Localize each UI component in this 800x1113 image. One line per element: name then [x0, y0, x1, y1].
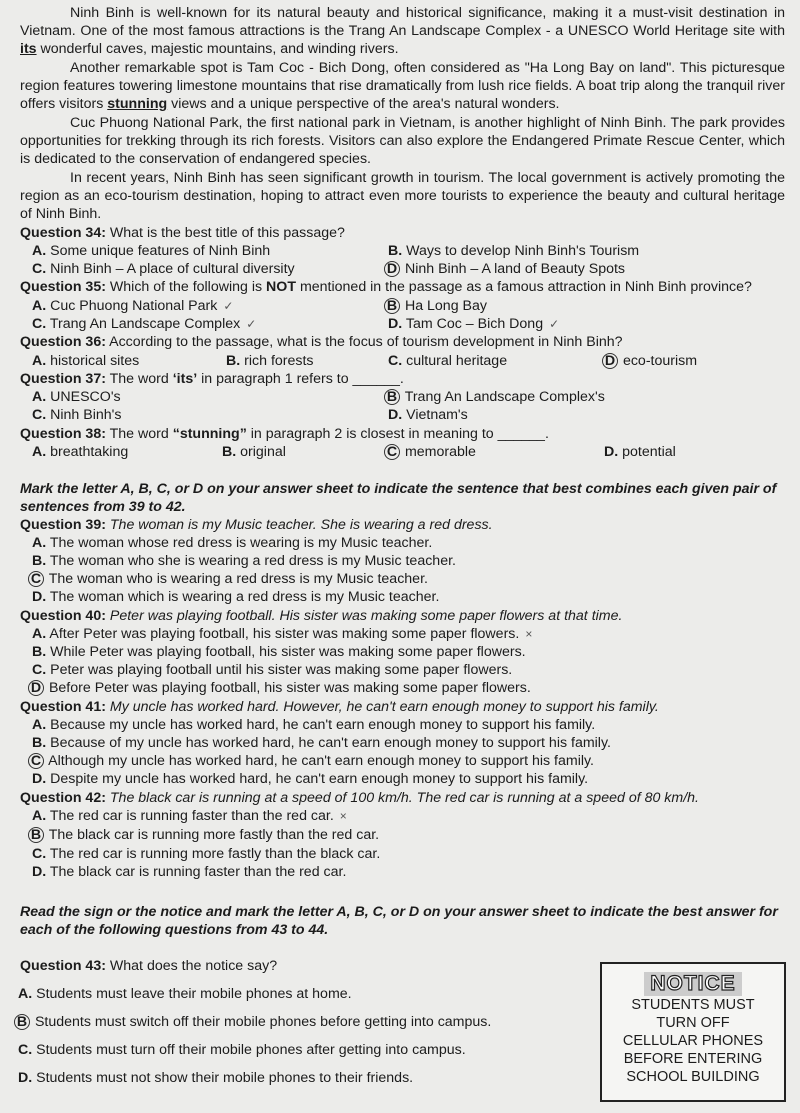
q39-option-a[interactable]: A. The woman whose red dress is wearing is my Music teacher. [32, 535, 433, 551]
question-39: Question 39: The woman is my Music teacher. She is wearing a red dress. [20, 517, 493, 533]
q42-option-c[interactable]: C. The red car is running more fastly than the black car. [32, 846, 381, 862]
q35-option-c[interactable]: C. Trang An Landscape Complex ✓ [32, 316, 257, 332]
passage-paragraph-4: In recent years, Ninh Binh has seen significant growth in tourism. The local government is actively promoting the region as an eco-tourism destination, hoping to attract even more tourists to experience the beauty and cultural heritage of Ninh Binh. [20, 170, 785, 222]
passage-paragraph-1: Ninh Binh is well-known for its natural beauty and historical significance, making it a must-visit destination in Vietnam. One of the most famous attractions is the Trang An Landscape Complex - a UNESCO World Heritage site with its wonderful caves, majestic mountains, and winding rivers. [20, 5, 785, 57]
q40-option-c[interactable]: C. Peter was playing football until his sister was making some paper flowers. [32, 662, 513, 678]
q34-option-d[interactable]: D Ninh Binh – A land of Beauty Spots [386, 260, 625, 278]
q35-option-a[interactable]: A. Cuc Phuong National Park ✓ [32, 298, 234, 314]
q36-option-c[interactable]: C. cultural heritage [388, 353, 508, 369]
q38-option-d[interactable]: D. potential [604, 444, 676, 460]
q43-option-b[interactable]: B Students must switch off their mobile phones before getting into campus. [16, 1013, 491, 1031]
q34-option-c[interactable]: C. Ninh Binh – A place of cultural diversity [32, 261, 295, 277]
selected-answer-circle: C [28, 753, 44, 769]
instruction-39-42: Mark the letter A, B, C, or D on your answer sheet to indicate the sentence that best combines each given pair of sentences from 39 to 42. [20, 481, 777, 515]
q35-option-d[interactable]: D. Tam Coc – Bich Dong ✓ [388, 316, 560, 332]
q41-option-a[interactable]: A. Because my uncle has worked hard, he can't earn enough money to support his family. [32, 717, 596, 733]
question-37: Question 37: The word ‘its’ in paragraph 1 refers to ______. [20, 371, 404, 387]
passage-paragraph-2: Another remarkable spot is Tam Coc - Bich Dong, often considered as "Ha Long Bay on land". This picturesque region features towering limestone mountains that rise dramatically from lush rice fields. A boat trip along the tranquil river offers visitors stunning views and a unique perspective of the area's natural wonders. [20, 60, 785, 112]
q37-option-d[interactable]: D. Vietnam's [388, 407, 468, 423]
q36-option-b[interactable]: B. rich forests [226, 353, 314, 369]
selected-answer-circle: C [384, 444, 400, 460]
cross-mark-icon: × [339, 809, 347, 823]
question-40: Question 40: Peter was playing football. His sister was making some paper flowers at that time. [20, 608, 623, 624]
question-36: Question 36: According to the passage, what is the focus of tourism development in Ninh Binh? [20, 334, 623, 350]
selected-answer-circle: C [28, 571, 44, 587]
q40-option-a[interactable]: A. After Peter was playing football, his sister was making some paper flowers. × [32, 626, 533, 642]
notice-line: TURN OFF [656, 1015, 730, 1031]
q37-option-b[interactable]: B Trang An Landscape Complex's [386, 388, 605, 406]
selected-answer-circle: D [384, 261, 400, 277]
cross-mark-icon: × [525, 627, 533, 641]
q42-option-b[interactable]: B The black car is running more fastly than the red car. [30, 826, 379, 844]
passage-paragraph-3: Cuc Phuong National Park, the first national park in Vietnam, is another highlight of Ninh Binh. The park provides opportunities for trekking through its rich forests. Visitors can also explore the Endangered Primate Rescue Center, which is dedicated to the conservation of endangered species. [20, 115, 785, 167]
q43-option-c[interactable]: C. Students must turn off their mobile phones after getting into campus. [18, 1042, 466, 1058]
q39-option-b[interactable]: B. The woman who she is wearing a red dress is my Music teacher. [32, 553, 456, 569]
q37-option-c[interactable]: C. Ninh Binh's [32, 407, 122, 423]
q42-option-d[interactable]: D. The black car is running faster than the red car. [32, 864, 347, 880]
q41-option-d[interactable]: D. Despite my uncle has worked hard, he can't earn enough money to support his family. [32, 771, 589, 787]
notice-title: NOTICE [644, 972, 741, 996]
q34-option-b[interactable]: B. Ways to develop Ninh Binh's Tourism [388, 243, 640, 259]
notice-line: BEFORE ENTERING [623, 1051, 763, 1067]
q43-option-a[interactable]: A. Students must leave their mobile phones at home. [18, 986, 352, 1002]
q36-option-a[interactable]: A. historical sites [32, 353, 140, 369]
check-mark-icon: ✓ [223, 299, 234, 313]
check-mark-icon: ✓ [246, 317, 257, 331]
q39-option-c[interactable]: C The woman who is wearing a red dress is my Music teacher. [30, 570, 428, 588]
check-mark-icon: ✓ [549, 317, 560, 331]
word-stunning: stunning [107, 96, 168, 112]
word-its: its [20, 41, 37, 57]
selected-answer-circle: B [28, 827, 44, 843]
q34-option-a[interactable]: A. Some unique features of Ninh Binh [32, 243, 271, 259]
question-42: Question 42: The black car is running at a speed of 100 km/h. The red car is running at a speed of 80 km/h. [20, 790, 699, 806]
q42-option-a[interactable]: A. The red car is running faster than the red car. × [32, 808, 347, 824]
notice-sign [600, 962, 786, 1102]
q38-option-a[interactable]: A. breathtaking [32, 444, 129, 460]
q41-option-b[interactable]: B. Because of my uncle has worked hard, he can't earn enough money to support his family. [32, 735, 611, 751]
q35-option-b[interactable]: B Ha Long Bay [386, 297, 487, 315]
selected-answer-circle: B [384, 298, 400, 314]
notice-line: STUDENTS MUST [631, 997, 755, 1013]
q43-option-d[interactable]: D. Students must not show their mobile phones to their friends. [18, 1070, 414, 1086]
question-43: Question 43: What does the notice say? [20, 958, 278, 974]
question-34: Question 34: What is the best title of this passage? [20, 225, 345, 241]
instruction-43-44: Read the sign or the notice and mark the letter A, B, C, or D on your answer sheet to indicate the best answer for each of the following questions from 43 to 44. [20, 904, 778, 938]
q41-option-c[interactable]: C Although my uncle has worked hard, he can't earn enough money to support his family. [30, 752, 594, 770]
q39-option-d[interactable]: D. The woman which is wearing a red dress is my Music teacher. [32, 589, 440, 605]
notice-line: CELLULAR PHONES [622, 1033, 764, 1049]
q38-option-c[interactable]: C memorable [386, 443, 476, 461]
selected-answer-circle: B [14, 1014, 30, 1030]
selected-answer-circle: D [28, 680, 44, 696]
q37-option-a[interactable]: A. UNESCO's [32, 389, 121, 405]
q36-option-d[interactable]: D eco-tourism [604, 352, 697, 370]
q40-option-b[interactable]: B. While Peter was playing football, his sister was making some paper flowers. [32, 644, 526, 660]
selected-answer-circle: D [602, 353, 618, 369]
q40-option-d[interactable]: D Before Peter was playing football, his sister was making some paper flowers. [30, 679, 531, 697]
question-41: Question 41: My uncle has worked hard. However, he can't earn enough money to support his family. [20, 699, 659, 715]
question-35: Question 35: Which of the following is NOT mentioned in the passage as a famous attraction in Ninh Binh province? [20, 279, 752, 295]
notice-line: SCHOOL BUILDING [626, 1069, 760, 1085]
question-38: Question 38: The word “stunning” in paragraph 2 is closest in meaning to ______. [20, 426, 549, 442]
selected-answer-circle: B [384, 389, 400, 405]
q38-option-b[interactable]: B. original [222, 444, 286, 460]
